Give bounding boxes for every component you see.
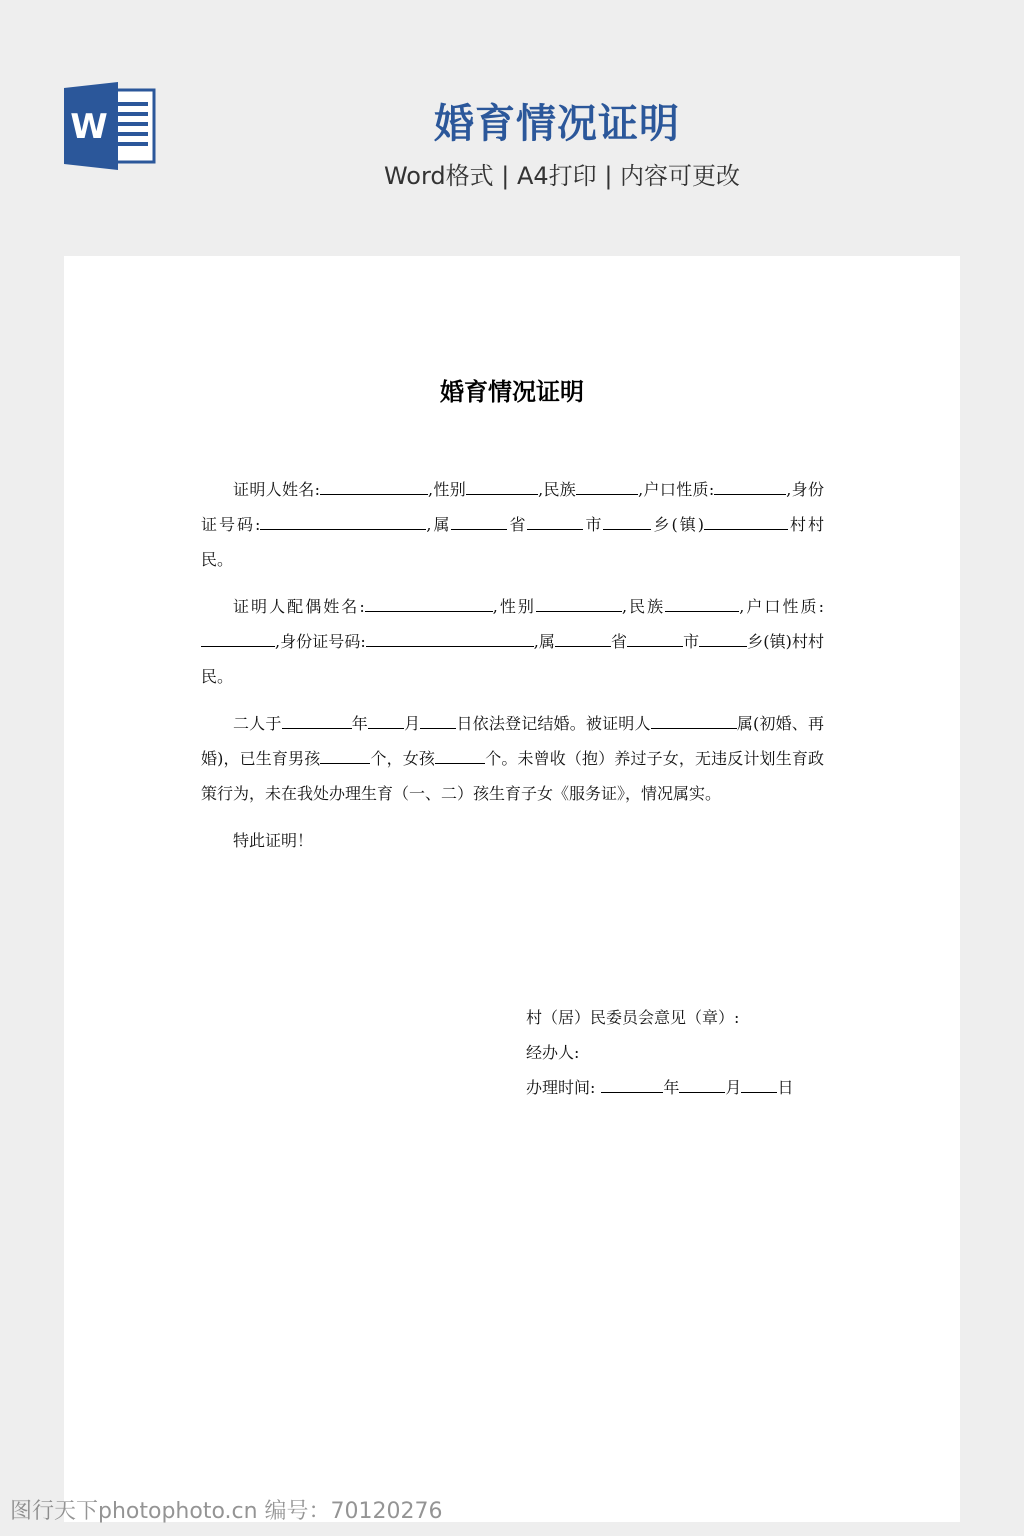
handler-label: 经办人: xyxy=(526,1043,580,1062)
committee-opinion: 村（居）民委员会意见（章）: xyxy=(526,1008,740,1027)
processing-date: 办理时间: 年 月 日 xyxy=(526,1078,794,1097)
paragraph-spouse: 证明人配偶姓名: ,性别 ,民族 ,户口性质:,身份证号码: ,属 省 市 乡(镇)村村民。 xyxy=(201,597,824,686)
document-page xyxy=(64,256,960,1522)
watermark: 图行天下photophoto.cn 编号：70120276 xyxy=(10,1499,443,1524)
closing-line: 特此证明！ xyxy=(233,831,314,850)
word-icon-letter: W xyxy=(70,107,108,147)
paragraph-applicant: 证明人姓名: ,性别 ,民族 ,户口性质: ,身份证号码: ,属 省 市 乡(镇) 村村民。 xyxy=(201,480,824,569)
signoff-block xyxy=(526,1000,793,1105)
paragraph-marriage: 二人于 年 月 日依法登记结婚。被证明人 属(初婚、再婚)，已生育男孩 个，女孩 个。未曾收（抱）养过子女，无违反计划生育政策行为，未在我处办理生育（一、二）孩生育子女《服务证》，情况属实。 xyxy=(201,714,824,803)
page-subtitle: Word格式 | A4打印 | 内容可更改 xyxy=(383,162,741,190)
document-body xyxy=(201,472,824,870)
page-title: 婚育情况证明 xyxy=(434,101,680,147)
document-title: 婚育情况证明 xyxy=(440,377,584,406)
